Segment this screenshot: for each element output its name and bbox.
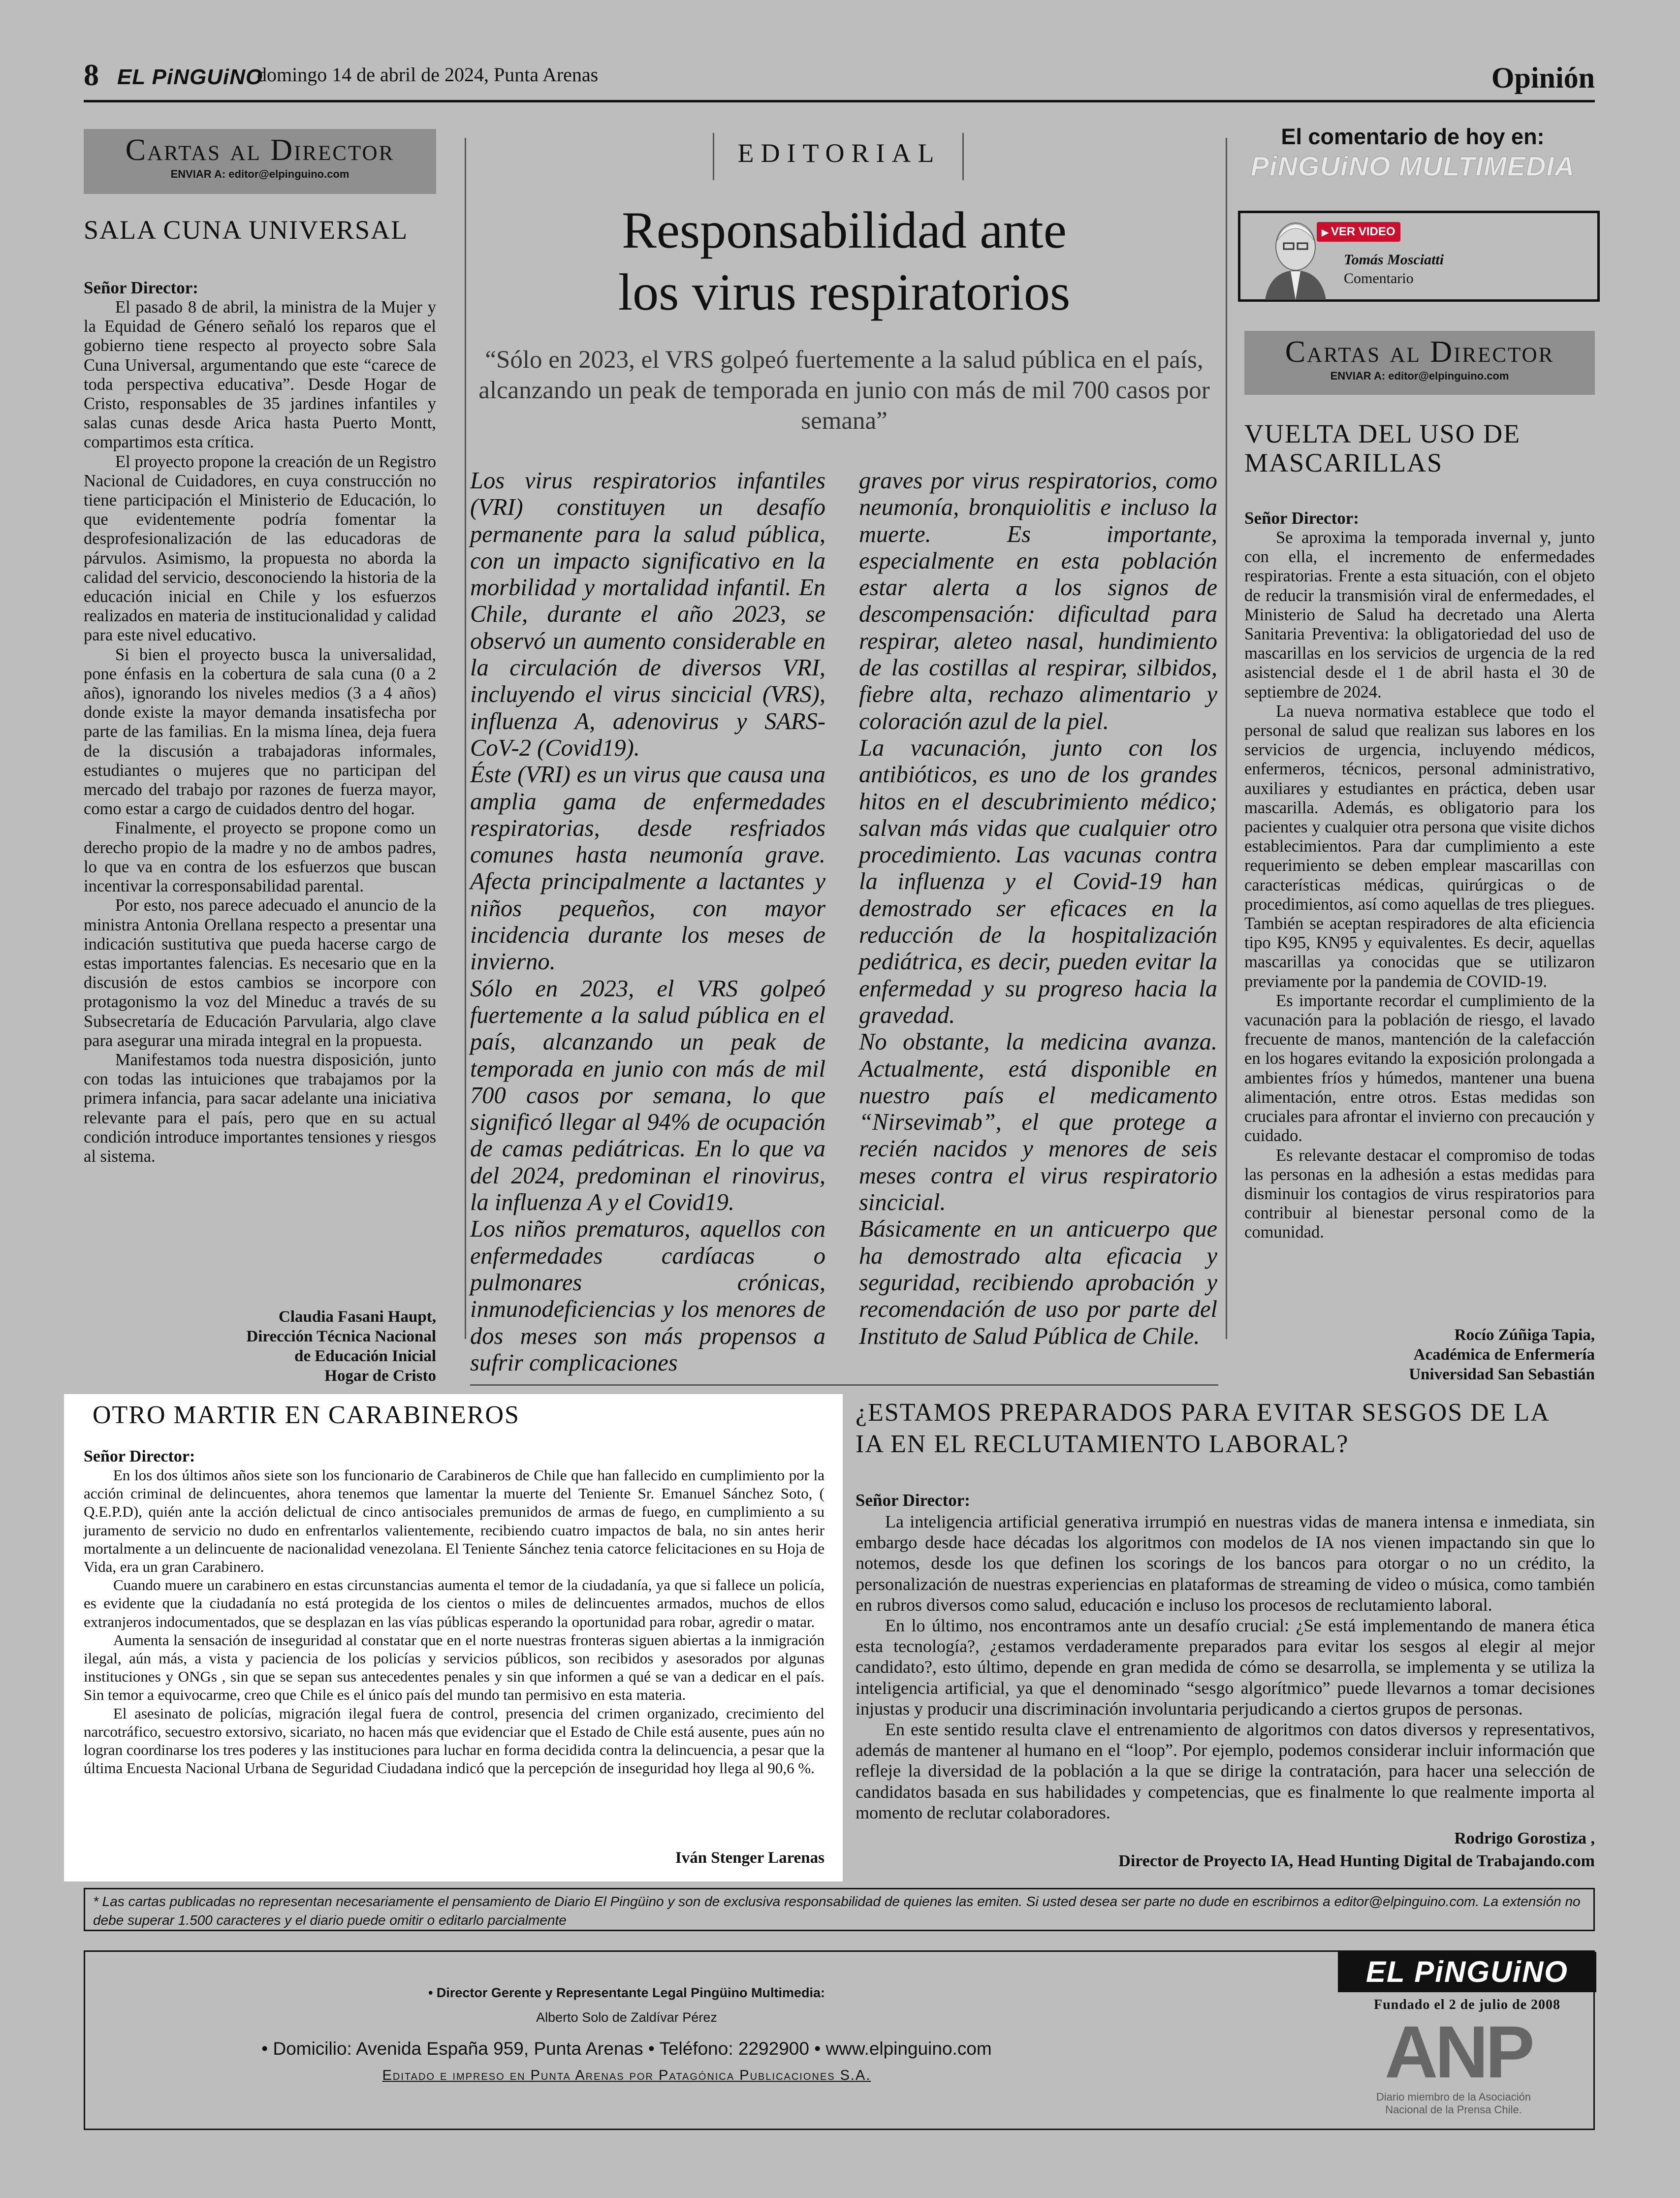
multimedia-brand: PiNGUiNO MULTIMEDIA [1250, 151, 1575, 182]
letter-box-otro-martir [64, 1394, 843, 1881]
letter-signature [856, 1827, 1595, 1873]
letter-title: OTRO MARTIR EN CARABINEROS [93, 1401, 520, 1429]
signature-line: Claudia Fasani Haupt, [278, 1308, 436, 1326]
play-icon: ▶ [1322, 227, 1331, 237]
footer-printed-by: Editado e impreso en Punta Arenas por Patagónica Publicaciones S.A. [382, 2068, 871, 2083]
signature-line: Dirección Técnica Nacional [246, 1328, 436, 1345]
letter-title [856, 1397, 1595, 1460]
signature-line: de Educación Inicial [294, 1347, 436, 1365]
letter-body [84, 298, 436, 1166]
paragraph: Los niños prematuros, aquellos con enfermedades cardíacas o pulmonares crónicas, inmunodeficiencias y los menores de dos meses son más propensos a sufrir complicaciones [470, 1216, 825, 1376]
title-line: los virus respiratorios [618, 263, 1071, 321]
letter-signature [84, 1307, 436, 1386]
cartas-send-address[interactable]: ENVIAR A: editor@elpinguino.com [1330, 370, 1509, 382]
paragraph: Por esto, nos parece adecuado el anuncio de la ministra Antonia Orellana respecto a presentar una indicación sustitutiva que pueda hacerse cargo de estas importantes falencias. Es necesario que en la discusión de estos cambios se incorpore con protagonismo la voz del Mineduc a través de su Subsecretaría de Educación Parvularia, algo clave para asegurar una mirada integral en la propuesta. [84, 896, 436, 1050]
letter-salutation: Señor Director: [856, 1491, 970, 1510]
horizontal-rule [470, 1384, 1218, 1386]
commentator-caption: Comentario [1344, 270, 1414, 287]
title-line: Responsabilidad ante [622, 201, 1067, 259]
paragraph: Cuando muere un carabinero en estas circunstancias aumenta el temor de la ciudadanía, ya que si fallece un policía, es evidente que la ciudadanía no está protegida de los cientos o miles de delincuentes armados, muchos de ellos extranjeros indocumentados, que se desplazan en las vías públicas esperando la oportunidad para robar, agredir o matar. [84, 1576, 824, 1630]
cartas-send-address[interactable]: ENVIAR A: editor@elpinguino.com [170, 168, 349, 180]
paragraph: Manifestamos toda nuestra disposición, junto con todas las intuiciones que trabajamos por la primera infancia, para sacar adelante una iniciativa relevante para el país, pero que en su actual condición introduce importantes tensiones y riesgos al sistema. [84, 1050, 436, 1166]
paragraph: En este sentido resulta clave el entrenamiento de algoritmos con datos diversos y representativos, además de mantener al humano en el “loop”. Por ejemplo, podemos considerar incluir información que refleje la diversidad de la población a la que se dirige la contratación, para hacer una selección de candidatos basada en sus habilidades y competencias, que es finalmente lo que realmente importa al momento de reclutar colaboradores. [856, 1720, 1595, 1822]
paragraph: Los virus respiratorios infantiles (VRI) constituyen un desafío permanente para la salud pública, con un impacto significativo en la morbilidad y mortalidad infantil. En Chile, durante el año 2023, se observó un aumento considerable en la circulación de diversos VRI, incluyendo el virus sincicial (VRS), influenza A, adenovirus y SARS-CoV-2 (Covid19). [470, 468, 825, 761]
disclaimer-box: * Las cartas publicadas no representan necesariamente el pensamiento de Diario El Pingüino y son de exclusiva responsabilidad de quienes las emiten. Si usted desea ser parte no dude en escribirnos a editor@elpinguino.com. La extensión no debe superar 1.500 caracteres y el diario puede omitir o editarlo parcialmente [84, 1888, 1595, 1931]
column-divider [465, 138, 466, 1339]
editorial-pull-quote: “Sólo en 2023, el VRS golpeó fuertemente a la salud pública en el país, alcanzando un peak de temporada en junio con más de mil 700 casos por semana” [478, 346, 1210, 435]
paragraph: Es importante recordar el cumplimiento de la vacunación para la población de riesgo, el lavado frecuente de manos, mantención de la calefacción en los hogares evitando la exposición prolongada a ambientes fríos y húmedos, mantener una buena alimentación, entre otros. Estas medidas son cruciales para afrontar el invierno con precaución y cuidado. [1244, 991, 1595, 1146]
paragraph: Se aproxima la temporada invernal y, junto con ella, el incremento de enfermedades respiratorias. Frente a esta situación, con el objeto de reducir la transmisión viral de enfermedades, el Ministerio de Salud ha decretado una Alerta Sanitaria Preventiva: la obligatoriedad del uso de mascarillas en los servicios de urgencia de la red asistencial desde el 1 de abril hasta el 30 de septiembre de 2024. [1244, 528, 1595, 701]
signature-line: Académica de Enfermería [1413, 1346, 1595, 1364]
letter-salutation: Señor Director: [84, 278, 198, 297]
paragraph: El pasado 8 de abril, la ministra de la Mujer y la Equidad de Género señaló los reparos que el gobierno tiene respecto al proyecto sobre Sala Cuna Universal, argumentando que este “carece de toda perspectiva educativa”. Desde Hogar de Cristo, responsables de 35 jardines infantiles y salas cunas desde Arica hasta Puerto Montt, compartimos esta crítica. [84, 298, 436, 452]
footer-director-name: Alberto Solo de Zaldívar Pérez [536, 2010, 717, 2025]
footer-address[interactable]: • Domicilio: Avenida España 959, Punta Arenas • Teléfono: 2292900 • www.elpinguino.com [261, 2039, 992, 2059]
footer-director-label: • Director Gerente y Representante Legal Pingüino Multimedia: [428, 1985, 825, 2000]
letter-title: VUELTA DEL USO DE MASCARILLAS [1244, 419, 1521, 478]
letter-title: SALA CUNA UNIVERSAL [84, 215, 409, 245]
letter-signature: Iván Stenger Larenas [675, 1849, 824, 1867]
letter-body [856, 1511, 1595, 1823]
letter-signature [1244, 1325, 1595, 1384]
signature-line: Rodrigo Gorostiza , [1454, 1829, 1595, 1848]
page-header [84, 58, 1595, 102]
video-label: VER VIDEO [1331, 225, 1395, 238]
title-line: ¿ESTAMOS PREPARADOS PARA EVITAR SESGOS DE LA [856, 1399, 1550, 1427]
paragraph: No obstante, la medicina avanza. Actualmente, está disponible en nuestro país el medicamento “Nirsevimab”, el que protege a recién nacidos y menores de seis meses contra el virus respiratorio sincicial. [859, 1029, 1217, 1216]
paragraph: Es relevante destacar el compromiso de todas las personas en la adhesión a estas medidas para disminuir los contagios de virus respiratorios para contribuir al bienestar personal como de la comunidad. [1244, 1146, 1595, 1242]
video-comment-card[interactable] [1238, 211, 1600, 302]
letter-body [1244, 528, 1595, 1242]
tag-rule [962, 133, 964, 180]
paragraph: En lo último, nos encontramos ante un desafío crucial: ¿Se está implementando de manera ética esta tecnología?, ¿estamos verdaderamente preparados para evitar los sesgos al elegir al mejor candidato?, esto último, depende en gran medida de cómo se desarrolla, se implementa y se utiliza la inteligencia artificial, ya que el denominado “sesgo algorítmico” puede llevarnos a tomar decisiones injustas y producir una discriminación involuntaria perjudicando a ciertos grupos de personas. [856, 1616, 1595, 1719]
watch-video-button[interactable] [1317, 222, 1400, 242]
paragraph: Básicamente en un anticuerpo que ha demostrado alta eficacia y seguridad, recibiendo aprobación y recomendación de uso por parte del Instituto de Salud Pública de Chile. [859, 1216, 1217, 1349]
paragraph: El proyecto propone la creación de un Registro Nacional de Cuidadores, en cuya construcción no tiene participación el Ministerio de Educación, lo que evidentemente podría fomentar la desprofesionalización de las educadoras de párvulos. Asimismo, la propuesta no aborda la calidad del servicio, desconociendo la historia de la educación inicial en Chile y los esfuerzos realizados en materia de institucionalidad y calidad para este nivel educativo. [84, 452, 436, 645]
footer-box [84, 1950, 1595, 2130]
paragraph: En los dos últimos años siete son los funcionario de Carabineros de Chile que han fallecido en cumplimiento por la acción criminal de delincuentes, ahora tenemos que lamentar la muerte del Teniente Sr. Emanuel Sánchez Soto, ( Q.E.P.D), quién ante la acción delictual de cinco antisociales premunidos de armas de fuego, en cumplimiento a su juramento de servicio no dudo en enfrentarlos valientemente, recibiendo cuatro impactos de bala, no sin antes herir mortalmente a un delincuente de nacionalidad venezolana. El Teniente Sánchez tenia catorce felicitaciones en su Hoja de Vida, era un gran Carabinero. [84, 1466, 824, 1576]
cartas-title: Cartas al Director [125, 133, 395, 167]
footer-founded: Fundado el 2 de julio de 2008 [1373, 1997, 1561, 2012]
date-location: domingo 14 de abril de 2024, Punta Arenas [257, 64, 599, 86]
commentator-name[interactable]: Tomás Mosciatti [1344, 252, 1444, 268]
paragraph: Sólo en 2023, el VRS golpeó fuertemente a la salud pública en el país, alcanzando un peak de temporada en junio con más de mil 700 casos por semana, lo que significó llegar al 94% de ocupación de camas pediátricas. En lo que va del 2024, predominan el rinovirus, la influenza A y el Covid19. [470, 975, 825, 1216]
paragraph: Éste (VRI) es un virus que causa una amplia gama de enfermedades respiratorias, desde resfriados comunes hasta neumonía grave. Afecta principalmente a lactantes y niños pequeños, con mayor incidencia durante los meses de invierno. [470, 762, 825, 975]
paragraph: Si bien el proyecto busca la universalidad, pone énfasis en la cobertura de sala cuna (0 a 2 años), ignorando los niveles medios (3 a 4 años) donde existe la mayor demanda insatisfecha por parte de las familias. En la misma línea, deja fuera de la discusión a trabajadoras informales, estudiantes o mujeres que no participan del mercado del trabajo por razones de fuerza mayor, como estar a cargo de cuidados dentro del hogar. [84, 645, 436, 819]
editorial-title [473, 199, 1216, 323]
tag-rule [713, 133, 714, 180]
paragraph: Aumenta la sensación de inseguridad al constatar que en el norte nuestras fronteras siguen abiertas a la inmigración ilegal, aún más, a vista y paciencia de los policías y servicios públicos, son recibidos y asesorados por algunas instituciones y ONGs , sin que se sepan sus antecedentes penales y sin que informen a qué se van a dedicar en el país. Sin temor a equivocarme, creo que Chile es el único país del mundo tan permisivo en esta materia. [84, 1631, 824, 1704]
editorial-column-1 [470, 468, 825, 1376]
anp-member-text [1365, 2091, 1542, 2116]
paragraph: La nueva normativa establece que todo el personal de salud que realizan sus labores en los servicios de urgencia, incluyendo médicos, enfermeros, técnicos, personal administrativo, auxiliares y estudiantes en práctica, deben usar mascarilla. Además, es obligatorio para los pacientes y cualquier otra persona que visite dichos establecimientos. Para dar cumplimiento a este requerimiento se deben emplear mascarillas con características médicas, quirúrgicas o de procedimientos, así como aquellas de tres pliegues. También se aceptan respiradores de alta eficiencia tipo K95, KN95 y equivalentes. Es decir, aquellas mascarillas ya conocidas que se utilizaron previamente por la pandemia de COVID-19. [1244, 701, 1595, 991]
signature-line: Universidad San Sebastián [1409, 1366, 1595, 1383]
column-divider [1226, 138, 1227, 1339]
paragraph: Finalmente, el proyecto se propone como un derecho propio de la madre y no de ambos padres, lo que va en contra de los esfuerzos que buscan incentivar la corresponsabilidad parental. [84, 819, 436, 896]
anp-logo-icon: ANP [1385, 2010, 1532, 2093]
paragraph: La vacunación, junto con los antibióticos, es uno de los grandes hitos en el descubrimiento médico; salvan más vidas que cualquier otro procedimiento. Las vacunas contra la influenza y el Covid-19 han demostrado ser eficaces en la reducción de la hospitalización pediátrica, es decir, pueden evitar la enfermedad y su progreso hacia la gravedad. [859, 734, 1217, 1028]
anp-text-line: Nacional de la Prensa Chile. [1385, 2103, 1522, 2116]
signature-line: Hogar de Cristo [324, 1367, 436, 1385]
paragraph: La inteligencia artificial generativa irrumpió en nuestras vidas de manera intensa e inmediata, sin embargo desde hace décadas los algoritmos con modelos de IA nos vienen impactando sin que lo notemos, desde los que definen los scorings de los bancos para otorgar o no un crédito, la personalización de nuestras experiencias en plataformas de streaming de video o música, como también en rubros diversos como salud, educación e incluso los procesos de reclutamiento laboral. [856, 1512, 1595, 1615]
cartas-title: Cartas al Director [1285, 335, 1554, 369]
letter-salutation: Señor Director: [84, 1447, 195, 1465]
cartas-header-right [1244, 331, 1595, 395]
newspaper-brand: EL PiNGUiNO [117, 65, 263, 89]
paragraph: El asesinato de policías, migración ilegal fuera de control, presencia del crimen organizado, crecimiento del narcotráfico, secuestro extorsivo, sicariato, no hacen más que evidenciar que el Estado de Chile está ausente, pues aún no logran coordinarse los tres poderes y las instituciones para luchar en forma decidida contra la delincuencia, a pesar que la última Encuesta Nacional Urbana de Seguridad Ciudadana indicó que la percepción de inseguridad hoy llega al 90,6 %. [84, 1704, 824, 1777]
signature-line: Rocío Zúñiga Tapia, [1454, 1326, 1595, 1344]
letter-body [84, 1466, 824, 1777]
editorial-column-2 [859, 468, 1217, 1350]
letter-salutation: Señor Director: [1244, 509, 1359, 528]
title-line: IA EN EL RECLUTAMIENTO LABORAL? [856, 1430, 1349, 1458]
paragraph: graves por virus respiratorios, como neumonía, bronquiolitis e incluso la muerte. Es importante, especialmente en esta población estar alerta a los signos de descompensación: dificultad para respirar, aleteo nasal, hundimiento de las costillas al respirar, silbidos, fiebre alta, rechazo alimentario y coloración azul de la piel. [859, 468, 1217, 734]
signature-line: Director de Proyecto IA, Head Hunting Digital de Trabajando.com [1118, 1852, 1595, 1870]
editorial-tag: EDITORIAL [737, 138, 941, 168]
multimedia-heading: El comentario de hoy en: [1281, 124, 1545, 149]
anp-text-line: Diario miembro de la Asociación [1376, 2091, 1531, 2103]
section-title: Opinión [1491, 62, 1595, 94]
cartas-header-left [84, 129, 436, 194]
page-number: 8 [84, 59, 99, 92]
footer-brand-logo: EL PiNGUiNO [1338, 1952, 1596, 1992]
